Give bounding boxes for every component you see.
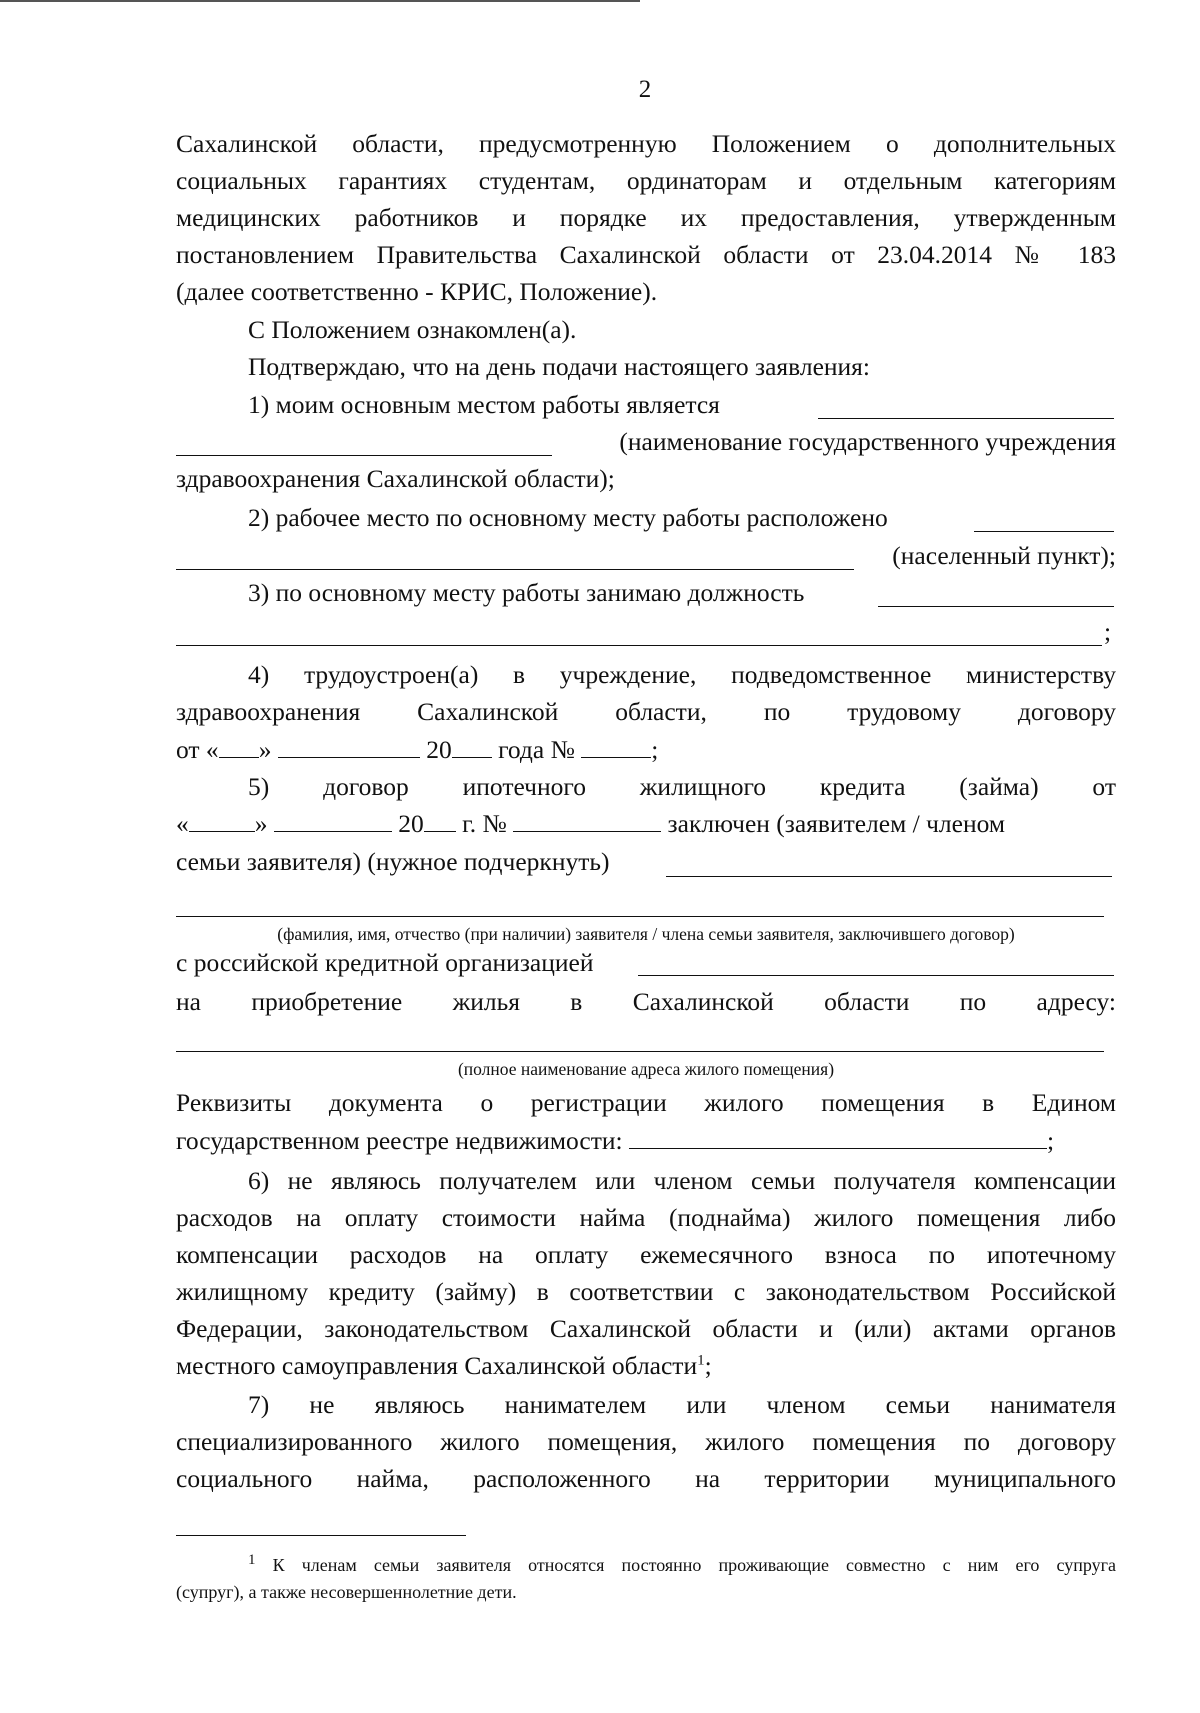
blank-fio-cont[interactable]	[176, 916, 1104, 917]
purchase-line: на приобретение жилья в Сахалинской области по адресу:	[176, 987, 1116, 1016]
item-6-line: компенсации расходов на оплату ежемесячного взноса по ипотечному	[176, 1240, 1116, 1269]
item-6-last-line: местного самоуправления Сахалинской области$^1$;	[176, 1351, 712, 1380]
blank-registry-requisites[interactable]	[629, 1126, 1047, 1149]
item-6-line: жилищному кредиту (займу) в соответствии с законодательством Российской	[176, 1277, 1116, 1306]
blank-fio[interactable]	[666, 876, 1112, 877]
item-4-line: 4) трудоустроен(а) в учреждение, подведомственное министерству	[248, 660, 1116, 689]
item-1-end: здравоохранения Сахалинской области);	[176, 464, 615, 493]
item-1-line	[248, 390, 1116, 420]
blank-day[interactable]	[189, 809, 255, 832]
item-3-end: ;	[1104, 617, 1112, 646]
credit-org-line: с российской кредитной организацией	[176, 948, 594, 977]
blank-credit-org[interactable]	[638, 975, 1114, 976]
footnote-line: $^1$ К членам семьи заявителя относятся постоянно проживающие совместно с ним его супруга	[248, 1552, 1117, 1575]
item-4-line: здравоохранения Сахалинской области, по трудовому договору	[176, 697, 1116, 726]
blank-address[interactable]	[176, 1051, 1104, 1052]
text-line: социальных гарантиях студентам, ординаторам и отдельным категориям	[176, 166, 1116, 195]
blank-location-cont[interactable]	[176, 569, 854, 570]
blank-month[interactable]	[274, 809, 392, 832]
item-6-line: 6) не являюсь получателем или членом семьи получателя компенсации	[248, 1166, 1116, 1195]
text-line: медицинских работников и порядке их предоставления, утвержденным	[176, 203, 1116, 232]
footnote-ref[interactable]: 1	[697, 1352, 705, 1369]
blank-workplace[interactable]	[818, 418, 1114, 419]
footnote-marker: 1	[248, 1552, 256, 1568]
requisites-line: Реквизиты документа о регистрации жилого помещения в Едином	[176, 1088, 1116, 1117]
blank-day[interactable]	[219, 735, 259, 758]
blank-workplace-cont[interactable]	[176, 455, 552, 456]
text-line: Сахалинской области, предусмотренную Положением о дополнительных	[176, 129, 1116, 158]
item-5-choice-line: семьи заявителя) (нужное подчеркнуть)	[176, 847, 610, 876]
requisites-line-2: государственном реестре недвижимости: ;	[176, 1126, 1055, 1155]
item-3-line: 3) по основному месту работы занимаю должность	[248, 578, 805, 607]
item-7-line: 7) не являюсь нанимателем или членом семьи нанимателя	[248, 1390, 1116, 1419]
page-number: 2	[638, 76, 652, 103]
item-7-line: социального найма, расположенного на территории муниципального	[176, 1464, 1116, 1493]
item-2-line: 2) рабочее место по основному месту работы расположено	[248, 503, 888, 532]
text-line: (далее соответственно - КРИС, Положение).	[176, 277, 658, 306]
acquainted-line: С Положением ознакомлен(а).	[248, 315, 577, 344]
blank-position[interactable]	[878, 606, 1114, 607]
item-6-line: расходов на оплату стоимости найма (поднайма) жилого помещения либо	[176, 1203, 1116, 1232]
item-5-line: 5) договор ипотечного жилищного кредита (займа) от	[248, 772, 1116, 801]
item-6-line: Федерации, законодательством Сахалинской области и (или) актами органов	[176, 1314, 1116, 1343]
blank-position-cont[interactable]	[176, 645, 1102, 646]
blank-credit-number[interactable]	[513, 809, 661, 832]
footnote-line-2: (супруг), а также несовершеннолетние дети.	[176, 1582, 517, 1602]
caption-fio: (фамилия, имя, отчество (при наличии) заявителя / члена семьи заявителя, заключившего договор)	[277, 924, 1015, 944]
caption-address: (полное наименование адреса жилого помещения)	[457, 1059, 835, 1079]
blank-year[interactable]	[452, 735, 492, 758]
scan-edge-line	[0, 0, 640, 2]
blank-contract-number[interactable]	[581, 735, 651, 758]
blank-location[interactable]	[974, 531, 1114, 532]
blank-year[interactable]	[424, 809, 456, 832]
blank-month[interactable]	[278, 735, 420, 758]
item-7-line: специализированного жилого помещения, жилого помещения по договору	[176, 1427, 1116, 1456]
item-2-hint: (населенный пункт);	[892, 541, 1116, 570]
confirm-line: Подтверждаю, что на день подачи настоящего заявления:	[248, 352, 870, 381]
item-5-contract-line: « » 20 г. № заключен (заявителем / членом	[176, 809, 1005, 838]
item-1-label: 1) моим основным местом работы является	[248, 390, 720, 419]
item-1-hint: (наименование государственного учреждения	[619, 427, 1116, 456]
text-line: постановлением Правительства Сахалинской области от 23.04.2014 № 183	[176, 240, 1116, 269]
item-4-contract-line: от « » 20 года № ;	[176, 735, 659, 764]
footnote-separator	[176, 1535, 466, 1536]
